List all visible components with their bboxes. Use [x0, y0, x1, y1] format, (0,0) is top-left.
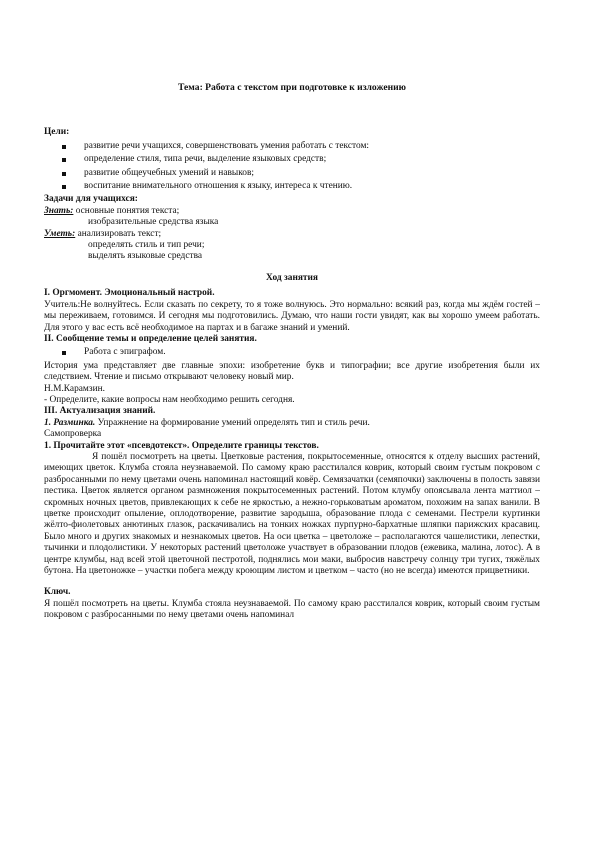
- goal-item: развитие речи учащихся, совершенствовать умения работать с текстом:: [44, 141, 540, 152]
- key-heading: Ключ.: [44, 587, 71, 598]
- can-item: выделять языковые средства: [88, 251, 203, 262]
- warmup-line: [44, 418, 540, 429]
- pseudotext: Я пошёл посмотреть на цветы. Цветковые растения, покрытосеменные, относятся к отделу высших растений, имеющих цветок. Клумба стояла неузнаваемой. По самому краю расстилался коврик, который своим густым покровом с разбросанными по нему цветами очень напоминал настоящий ковёр. Семязачатки (семяпочки) заключены в полость завязи пестика. Цветок является органом размножения покрытосеменных растений. Потом клумбу опоясывала лента маттиол – скромных ночных цветов, привлекающих к себе не яркостью, а нежно-горьковатым ароматом, похожим на запах ванили. В цветке происходит опыление, оплодотворение, развитие зародыша, образование плода с семенами. Пестрели куртинки жёлто-фиолетовых анютиных глазок, раскачивались на тонких ножках пурпурно-бархатные шляпки парижских красавиц. Было много и других знакомых и незнакомых цветов. На оси цветка – цветоложе – располагаются чашелистики, лепестки, тычинки и плодолистики. У некоторых растений цветоложе участвует в образовании плодов (ежевика, малина, лотос). А в центре клумбы, над всей этой цветочной пестротой, поднялись мои маки, выбросив навстречу солнцу три тугих, тяжёлых бутона. На цветоножке – участки побега между кроющим листом и цветком – часто (но не всегда) имеются прицветники.: [44, 451, 540, 577]
- goals-list: [44, 141, 540, 193]
- epigraph-item: Работа с эпиграфом.: [44, 347, 540, 358]
- section-3-heading: III. Актуализация знаний.: [44, 406, 156, 417]
- epigraph-author: Н.М.Карамзин.: [44, 383, 105, 394]
- know-label: Знать:: [44, 205, 74, 216]
- goal-item: воспитание внимательного отношения к языку, интереса к чтению.: [44, 181, 540, 192]
- section-1-text: Учитель:Не волнуйтесь. Если сказать по секрету, то я тоже волнуюсь. Это нормально: всякий раз, когда мы ждём гостей – мы переживаем, готовимся. И сегодня мы подготовились. Думаю, что наши гости увидят, как вы хорошо умеем работать. Для этого у вас есть всё необходимое на партах и в багаже знаний и умений.: [44, 299, 540, 333]
- warmup-text: Упражнение на формирование умений определять тип и стиль речи.: [95, 417, 370, 428]
- section-2-question: - Определите, какие вопросы нам необходимо решить сегодня.: [44, 394, 295, 405]
- goals-heading: Цели:: [44, 127, 70, 138]
- section-2-list: [44, 347, 540, 358]
- course-heading: Ход занятия: [266, 272, 318, 283]
- warmup-label: 1. Разминка.: [44, 417, 96, 428]
- can-item: анализировать текст;: [77, 228, 162, 239]
- goal-item: развитие общеучебных умений и навыков;: [44, 168, 540, 179]
- epigraph-text: История ума представляет две главные эпохи: изобретение букв и типографии; все другие изобретения были их следствием. Чтение и письмо открывают человеку новый мир.: [44, 360, 540, 383]
- know-line: [44, 206, 540, 217]
- task-instruction: 1. Прочитайте этот «псевдотекст». Определите границы текстов.: [44, 440, 319, 451]
- selfcheck-label: Самопроверка: [44, 429, 102, 440]
- tasks-heading: Задачи для учащихся:: [44, 194, 138, 205]
- document-title: Тема: Работа с текстом при подготовке к изложению: [178, 82, 406, 93]
- know-item: изобразительные средства языка: [88, 217, 219, 228]
- goal-item: определение стиля, типа речи, выделение языковых средств;: [44, 154, 540, 165]
- can-item: определять стиль и тип речи;: [88, 240, 205, 251]
- section-1-heading: I. Оргмомент. Эмоциональный настрой.: [44, 288, 215, 299]
- key-text: Я пошёл посмотреть на цветы. Клумба стояла неузнаваемой. По самому краю расстилался коврик, который своим густым покровом с разбросанными по нему цветами очень напоминал: [44, 598, 540, 621]
- can-line: [44, 229, 540, 240]
- can-label: Уметь:: [44, 228, 76, 239]
- section-2-heading: II. Сообщение темы и определение целей занятия.: [44, 333, 257, 344]
- know-item: основные понятия текста;: [75, 205, 180, 216]
